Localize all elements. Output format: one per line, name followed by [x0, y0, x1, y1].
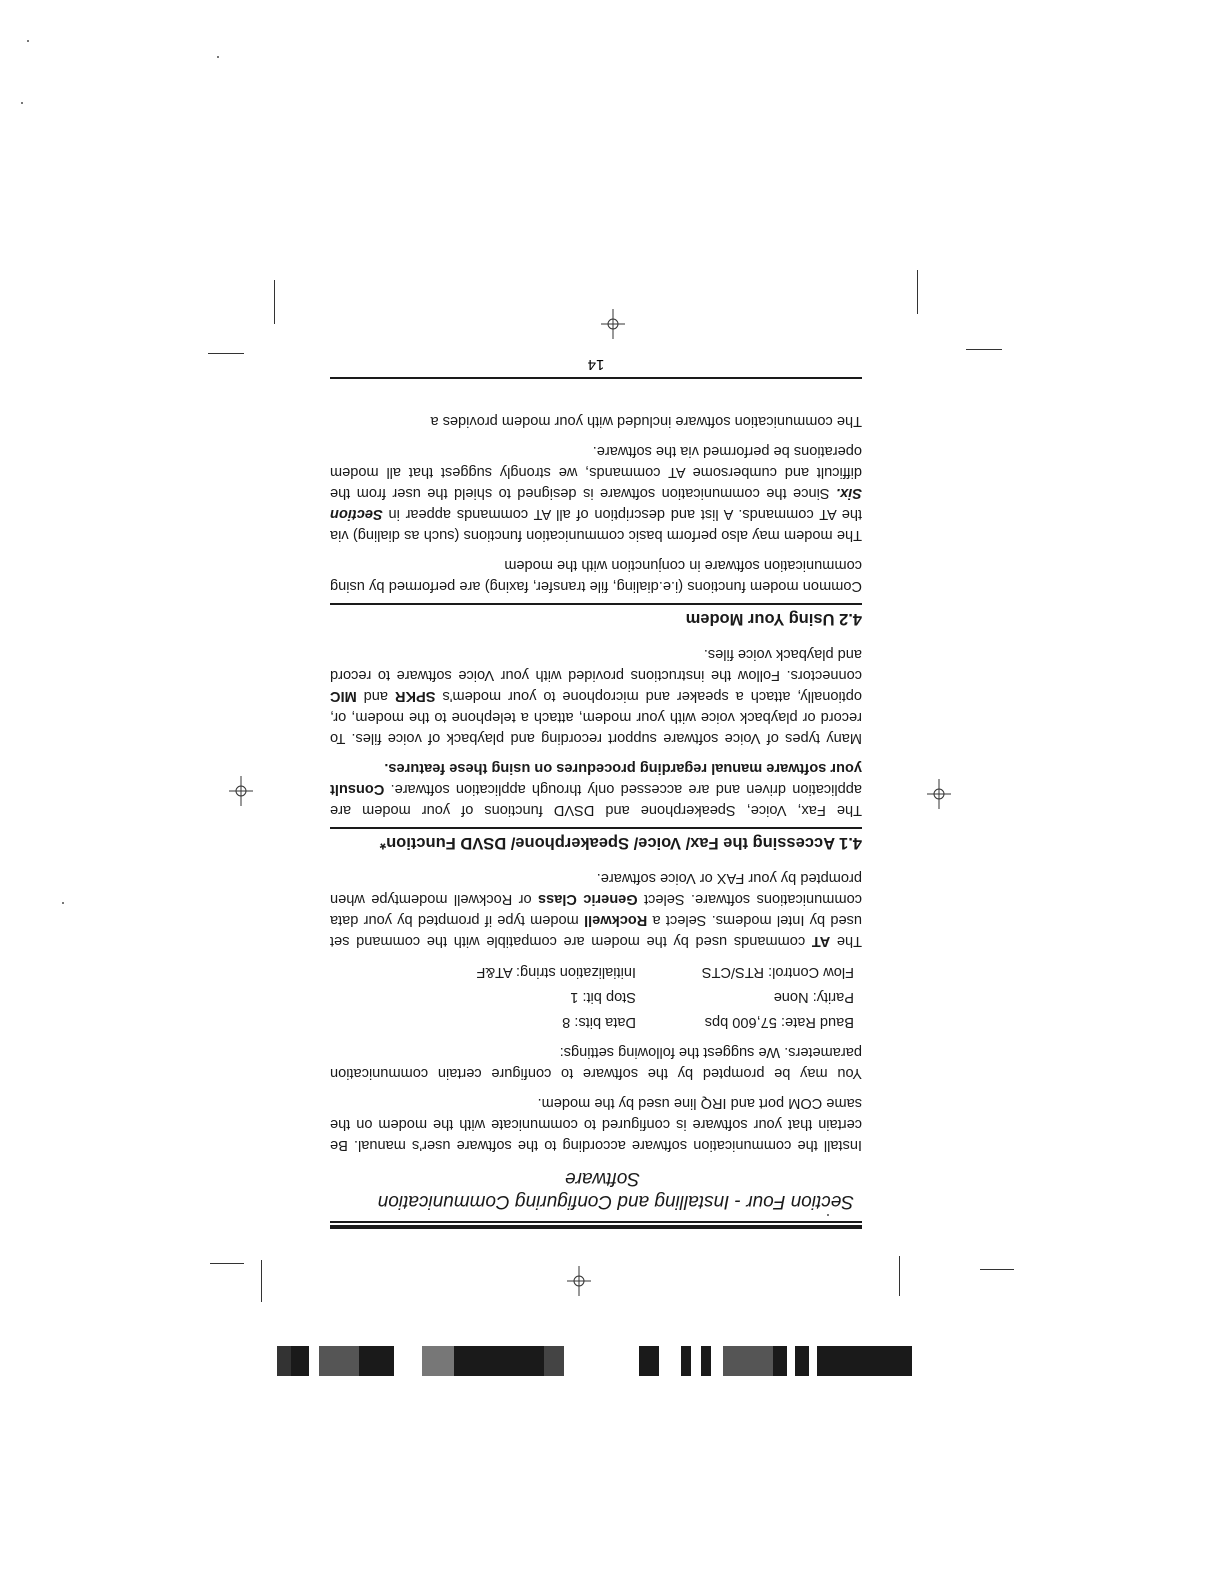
text-run: Many types of Voice software support recording and playback of voice files. To record or playback voice with your modem, attach a telephone to the modem, or, optionally, attach a speaker and microphone to your modem's	[330, 688, 862, 746]
section-4-1-paragraph	[330, 643, 862, 748]
scan-speck	[217, 56, 219, 58]
setting-data-bits: Data bits: 8	[562, 1014, 636, 1030]
setting-baud: Baud Rate: 57,600 bps	[704, 1014, 854, 1030]
section-4-1-paragraph	[330, 757, 862, 820]
setting-flow-control: Flow Control: RTS/CTS	[701, 964, 854, 980]
text-run-bold: Generic Class	[537, 891, 638, 907]
setting-init-string: Initialization string: AT&F	[476, 964, 636, 980]
scan-speck	[827, 1214, 829, 1216]
text-run: commands used by the modem are compatible with the command set used by Intel modems. Select a	[329, 912, 862, 949]
crop-mark	[899, 1256, 900, 1296]
header-rule	[330, 1225, 862, 1229]
section-title-line2: Software	[565, 1168, 640, 1189]
text-run: or Rockwell modemtype when prompted by your FAX or Voice software.	[329, 870, 862, 907]
section-4-2-heading: 4.2 Using Your Modem	[330, 603, 862, 629]
text-run-bold-italic: Section Six.	[330, 485, 862, 522]
text-run-bold: MIC	[330, 688, 357, 704]
section-4-2-paragraph: The communication software included with your modem provides a	[430, 413, 862, 429]
text-run-bold: AT	[811, 933, 831, 949]
setting-stop-bit: Stop bit: 1	[570, 989, 636, 1005]
registration-mark-icon	[598, 309, 628, 339]
page-footer	[330, 356, 862, 379]
settings-list	[330, 961, 862, 1032]
crop-mark	[980, 1269, 1014, 1270]
text-run: and	[356, 688, 395, 704]
at-commands-paragraph	[330, 867, 862, 951]
crop-mark	[210, 1263, 244, 1264]
scan-speck	[62, 902, 64, 904]
text-run-bold: SPKR	[394, 688, 436, 704]
crop-mark	[274, 280, 275, 324]
section-4-1-heading: 4.1 Accessing the Fax/ Voice/ Speakerphone/ DSVD Function*	[330, 827, 862, 853]
scan-speck	[27, 40, 29, 42]
text-run-bold: Consult your software manual regarding procedures on using these features.	[330, 760, 862, 797]
registration-mark-icon	[564, 1266, 594, 1296]
section-title-line1: Section Four - Installing and Configuring Communication	[377, 1191, 854, 1212]
setting-parity: Parity: None	[773, 989, 854, 1005]
section-title	[330, 1167, 862, 1213]
intro-paragraph: You may be prompted by the software to configure certain communication parameters. We suggest the following settings:	[330, 1044, 862, 1081]
registration-mark-icon	[226, 776, 256, 806]
text-run-bold: Rockwell	[584, 912, 648, 928]
text-run: Since the communication software is designed to shield the user from the difficult and cumbersome AT commands, we strongly suggest that all modem operations be performed via the software.	[330, 443, 862, 501]
crop-mark	[966, 349, 1002, 350]
header-rule	[330, 1221, 862, 1223]
crop-mark	[917, 270, 918, 314]
calibration-bar-left	[639, 1346, 912, 1376]
page-number: 14	[587, 356, 605, 373]
text-run: The	[830, 933, 862, 949]
text-column	[330, 401, 862, 1229]
section-4-2-paragraph	[330, 440, 862, 545]
scan-speck	[21, 102, 23, 104]
text-run: modem type if prompted by your data communications software. Select	[330, 891, 862, 928]
crop-mark	[208, 353, 244, 354]
calibration-bar-right	[277, 1346, 564, 1376]
text-run: The Fax, Voice, Speakerphone and DSVD functions of your modem are application driven and are accessed only through application software.	[330, 781, 862, 818]
section-4-2-paragraph: Common modem functions (i.e.dialing, file transfer, faxing) are performed by using communication software in conjunction with the modem	[330, 557, 862, 594]
intro-paragraph: Install the communication software according to the software user's manual. Be certain that your software is configured to communicate with the modem on the same COM port and IRQ line used by the modem.	[330, 1095, 862, 1153]
crop-mark	[261, 1260, 262, 1302]
text-run: The modem may also perform basic communication functions (such as dialing) via the AT commands. A list and description of all AT commands appear in	[330, 506, 862, 543]
registration-mark-icon	[924, 779, 954, 809]
text-run: connectors. Follow the instructions provided with your Voice software to record and playback voice files.	[330, 646, 862, 683]
